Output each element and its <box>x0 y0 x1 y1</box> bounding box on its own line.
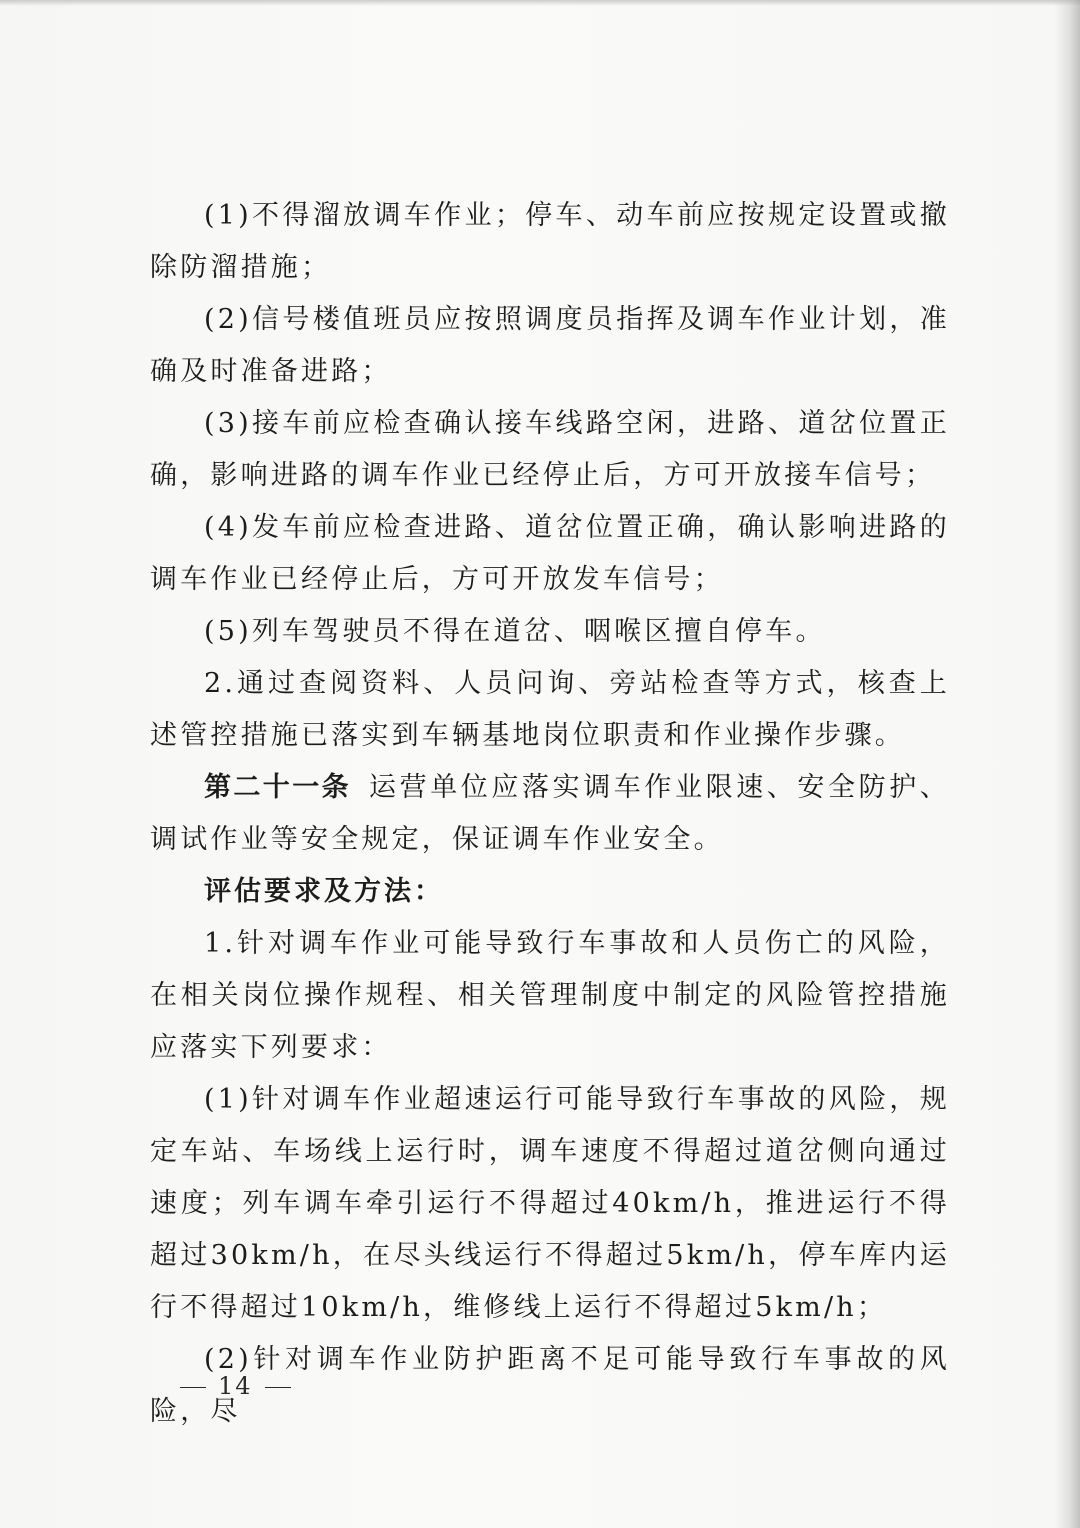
paragraph: 2.通过查阅资料、人员问询、旁站检查等方式，核查上述管控措施已落实到车辆基地岗位职责和作业操作步骤。 <box>150 668 950 751</box>
paragraph: (5)列车驾驶员不得在道岔、咽喉区擅自停车。 <box>204 616 826 647</box>
document-body <box>150 190 950 1438</box>
dash-right <box>265 1387 291 1389</box>
article-paragraph <box>150 762 950 866</box>
page-number: 14 <box>218 1372 253 1400</box>
paragraph: (2)针对调车作业防护距离不足可能导致行车事故的风险，尽 <box>150 1344 950 1427</box>
dash-left <box>180 1387 206 1389</box>
scan-edge-top <box>0 0 1080 6</box>
page-number-footer <box>168 1372 303 1400</box>
paragraph: (1)不得溜放调车作业；停车、动车前应按规定设置或撤除防溜措施； <box>150 200 950 283</box>
paragraph: (3)接车前应检查确认接车线路空闲，进路、道岔位置正确，影响进路的调车作业已经停止后，方可开放接车信号； <box>150 408 950 491</box>
section-heading: 评估要求及方法： <box>204 876 444 907</box>
paragraph: (1)针对调车作业超速运行可能导致行车事故的风险，规定车站、车场线上运行时，调车速度不得超过道岔侧向通过速度；列车调车牵引运行不得超过40km/h，推进运行不得超过30km/h，在尽头线运行不得超过5km/h，停车库内运行不得超过10km/h，维修线上运行不得超过5km/h； <box>150 1084 950 1323</box>
paragraph: 1.针对调车作业可能导致行车事故和人员伤亡的风险，在相关岗位操作规程、相关管理制度中制定的风险管控措施应落实下列要求： <box>150 928 950 1063</box>
scan-edge-right <box>1054 0 1080 1528</box>
article-text: 运营单位应落实调车作业限速、安全防护、调试作业等安全规定，保证调车作业安全。 <box>150 772 950 855</box>
paragraph: (4)发车前应检查进路、道岔位置正确，确认影响进路的调车作业已经停止后，方可开放发车信号； <box>150 512 950 595</box>
article-number: 第二十一条 <box>204 772 351 803</box>
paragraph: (2)信号楼值班员应按照调度员指挥及调车作业计划，准确及时准备进路； <box>150 304 950 387</box>
